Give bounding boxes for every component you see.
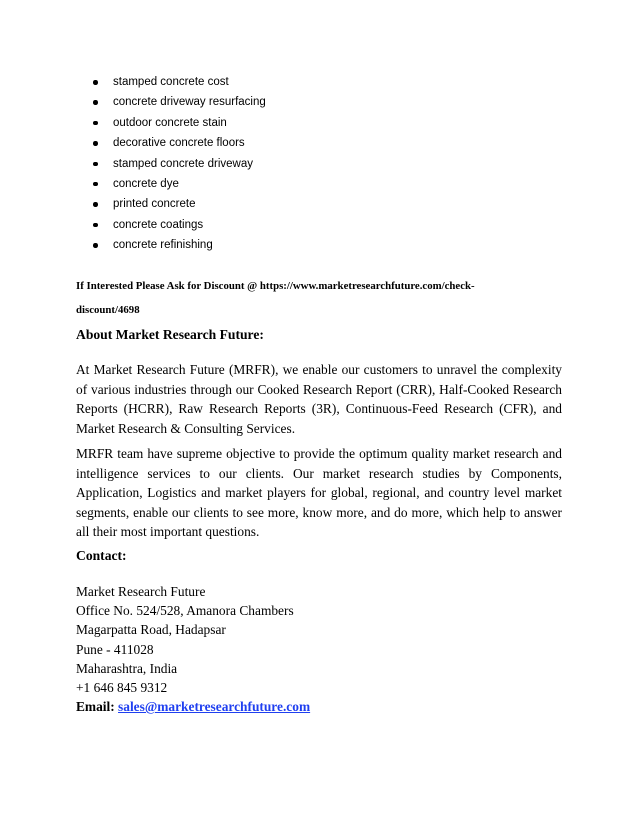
address-line: Pune - 411028 (76, 641, 154, 657)
discount-line-1: If Interested Please Ask for Discount @ https://www.marketresearchfuture.com/check- (76, 280, 475, 292)
list-item (90, 194, 266, 214)
list-item-text: printed concrete (113, 198, 196, 211)
bullet-icon (93, 100, 98, 105)
bullet-icon (93, 80, 98, 85)
address-line: Market Research Future (76, 584, 206, 599)
list-item (90, 133, 266, 153)
list-item (90, 154, 266, 174)
list-item-text: concrete dye (113, 177, 179, 190)
bullet-icon (93, 141, 98, 146)
bullet-icon (93, 121, 98, 126)
list-item-text: stamped concrete driveway (113, 157, 253, 170)
email-link[interactable]: sales@marketresearchfuture.com (118, 699, 311, 715)
bullet-icon (93, 223, 98, 228)
list-item-text: concrete driveway resurfacing (113, 96, 266, 109)
bullet-icon (93, 162, 98, 167)
bullet-icon (93, 243, 98, 248)
discount-notice (76, 274, 566, 322)
address-line: Magarpatta Road, Hadapsar (76, 622, 226, 638)
address-line: Office No. 524/528, Amanora Chambers (76, 603, 294, 619)
list-item-text: concrete coatings (113, 218, 204, 231)
keyword-list (90, 72, 266, 256)
list-item (90, 215, 266, 235)
list-item-text: stamped concrete cost (113, 76, 229, 88)
bullet-icon (93, 182, 98, 187)
list-item-text: concrete refinishing (113, 239, 213, 252)
contact-heading: Contact: (76, 548, 127, 563)
list-item (90, 235, 266, 255)
about-paragraph-1: At Market Research Future (MRFR), we enable our customers to unravel the complexity of various industries through our Cooked Research Report (CRR), Half-Cooked Research Reports (HCRR), Raw Research Reports (3R), Continuous-Feed Research (CFR), and Market Research & Consulting Services. (76, 362, 562, 436)
about-paragraph-2: MRFR team have supreme objective to provide the optimum quality market research and intelligence services to our clients. Our market research studies by Components, Application, Logistics and market players for global, regional, and country level market segments, enable our clients to see more, know more, and do more, which help to answer all their most important questions. (76, 446, 562, 540)
email-label: Email: (76, 699, 119, 715)
list-item-text: decorative concrete floors (113, 137, 245, 150)
contact-address (76, 582, 310, 716)
list-item (90, 72, 266, 92)
phone-number: +1 646 845 9312 (76, 680, 168, 696)
list-item (90, 174, 266, 194)
email-line (76, 697, 310, 716)
bullet-icon (93, 202, 98, 207)
list-item-text: outdoor concrete stain (113, 116, 227, 129)
about-heading: About Market Research Future: (76, 327, 264, 342)
list-item (90, 113, 266, 133)
list-item (90, 92, 266, 112)
discount-line-2: discount/4698 (76, 304, 140, 316)
address-line: Maharashtra, India (76, 660, 178, 676)
